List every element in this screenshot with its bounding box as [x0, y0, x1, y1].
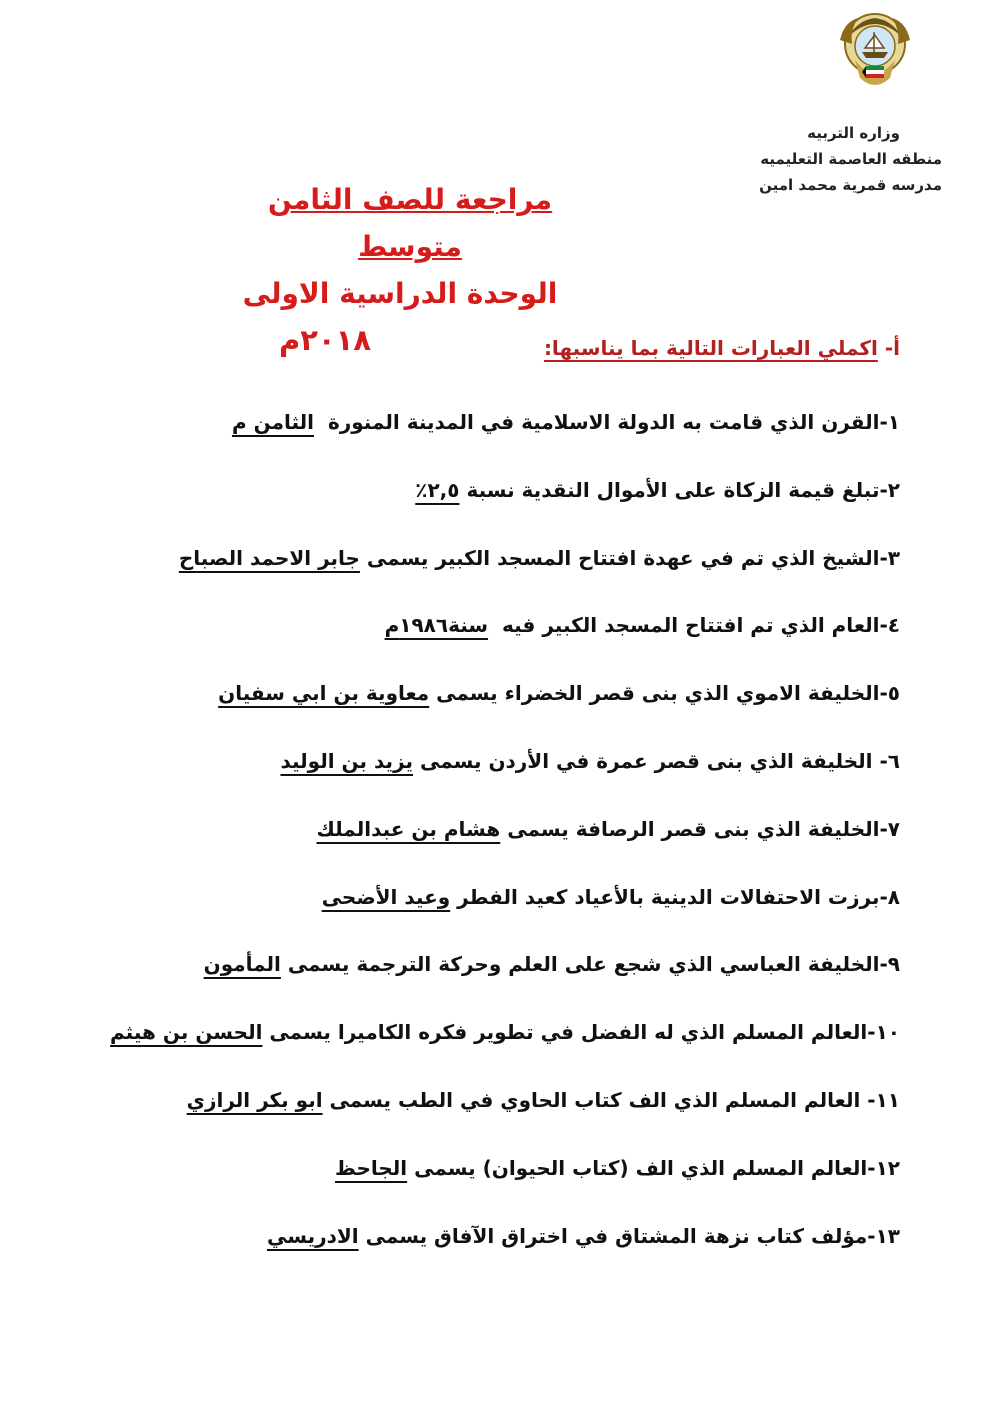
question-text: ٨-برزت الاحتفالات الدينية بالأعياد كعيد الفطر: [457, 884, 900, 909]
list-item: [140, 605, 900, 673]
worksheet-title: [242, 176, 570, 364]
list-item: [140, 673, 900, 741]
list-item: [110, 1012, 900, 1080]
answer-text: ابو بكر الرازي: [186, 1087, 323, 1112]
district-line: منطقه العاصمة التعليميه: [760, 150, 942, 168]
list-item: [140, 538, 900, 606]
list-item: [140, 877, 900, 945]
section-instruction: اكملي العبارات التالية بما يناسبها:: [543, 336, 878, 360]
question-text: ٩-الخليفة العباسي الذي شجع على العلم وحركة الترجمة يسمى: [287, 952, 900, 977]
section-prefix: أ-: [884, 336, 900, 360]
ministry-line: وزاره التربيه: [807, 124, 900, 142]
answer-text: هشام بن عبدالملك: [316, 816, 501, 841]
list-item: [140, 1148, 900, 1216]
question-text: ٧-الخليفة الذي بنى قصر الرصافة يسمى: [507, 816, 900, 841]
section-heading: [544, 336, 900, 360]
list-item: [140, 402, 900, 470]
list-item: [140, 1080, 900, 1148]
question-text: ٢-تبلغ قيمة الزكاة على الأموال النقدية نسبة: [466, 477, 900, 502]
answer-text: الادريسي: [266, 1223, 359, 1248]
title-line-unit: الوحدة الدراسية الاولى: [242, 277, 558, 310]
school-header: [759, 120, 942, 198]
question-text: ١-القرن الذي قامت به الدولة الاسلامية في المدينة المنورة: [327, 410, 900, 434]
title-line-year: ٢٠١٨م: [278, 323, 372, 357]
answer-text: ٢,٥٪: [415, 477, 460, 502]
question-text: ٤-العام الذي تم افتتاح المسجد الكبير فيه: [501, 613, 900, 638]
kuwait-emblem-icon: [832, 8, 918, 94]
school-name-line: مدرسه قمرية محمد امين: [759, 176, 942, 194]
answer-text: معاوية بن ابي سفيان: [218, 681, 430, 706]
question-text: ١٠-العالم المسلم الذي له الفضل في تطوير فكره الكاميرا يسمى: [269, 1020, 900, 1045]
question-text: ١٣-مؤلف كتاب نزهة المشتاق في اختراق الآفاق يسمى: [365, 1223, 900, 1248]
title-line-grade: مراجعة للصف الثامن متوسط: [267, 183, 553, 263]
answer-text: وعيد الأضحى: [321, 884, 451, 909]
question-text: ١٢-العالم المسلم الذي الف (كتاب الحيوان) يسمى: [414, 1155, 900, 1180]
answer-text: يزيد بن الوليد: [280, 748, 414, 773]
list-item: [140, 944, 900, 1012]
answer-text: المأمون: [203, 952, 281, 977]
answer-text: الجاحظ: [335, 1155, 408, 1180]
question-text: ١١- العالم المسلم الذي الف كتاب الحاوي في الطب يسمى: [329, 1087, 900, 1112]
list-item: [140, 809, 900, 877]
question-text: ٣-الشيخ الذي تم في عهدة افتتاح المسجد الكبير يسمى: [366, 545, 900, 570]
answer-text: جابر الاحمد الصباح: [178, 545, 360, 570]
question-text: ٦- الخليفة الذي بنى قصر عمرة في الأردن يسمى: [419, 748, 900, 773]
answer-text: الحسن بن هيثم: [110, 1020, 263, 1045]
list-item: [140, 741, 900, 809]
answer-text: الثامن م: [231, 410, 314, 434]
list-item: [140, 1216, 900, 1284]
list-item: [140, 470, 900, 538]
answer-text: سنة١٩٨٦م: [384, 613, 489, 638]
question-list: [110, 402, 900, 1283]
question-text: ٥-الخليفة الاموي الذي بنى قصر الخضراء يسمى: [436, 681, 900, 706]
